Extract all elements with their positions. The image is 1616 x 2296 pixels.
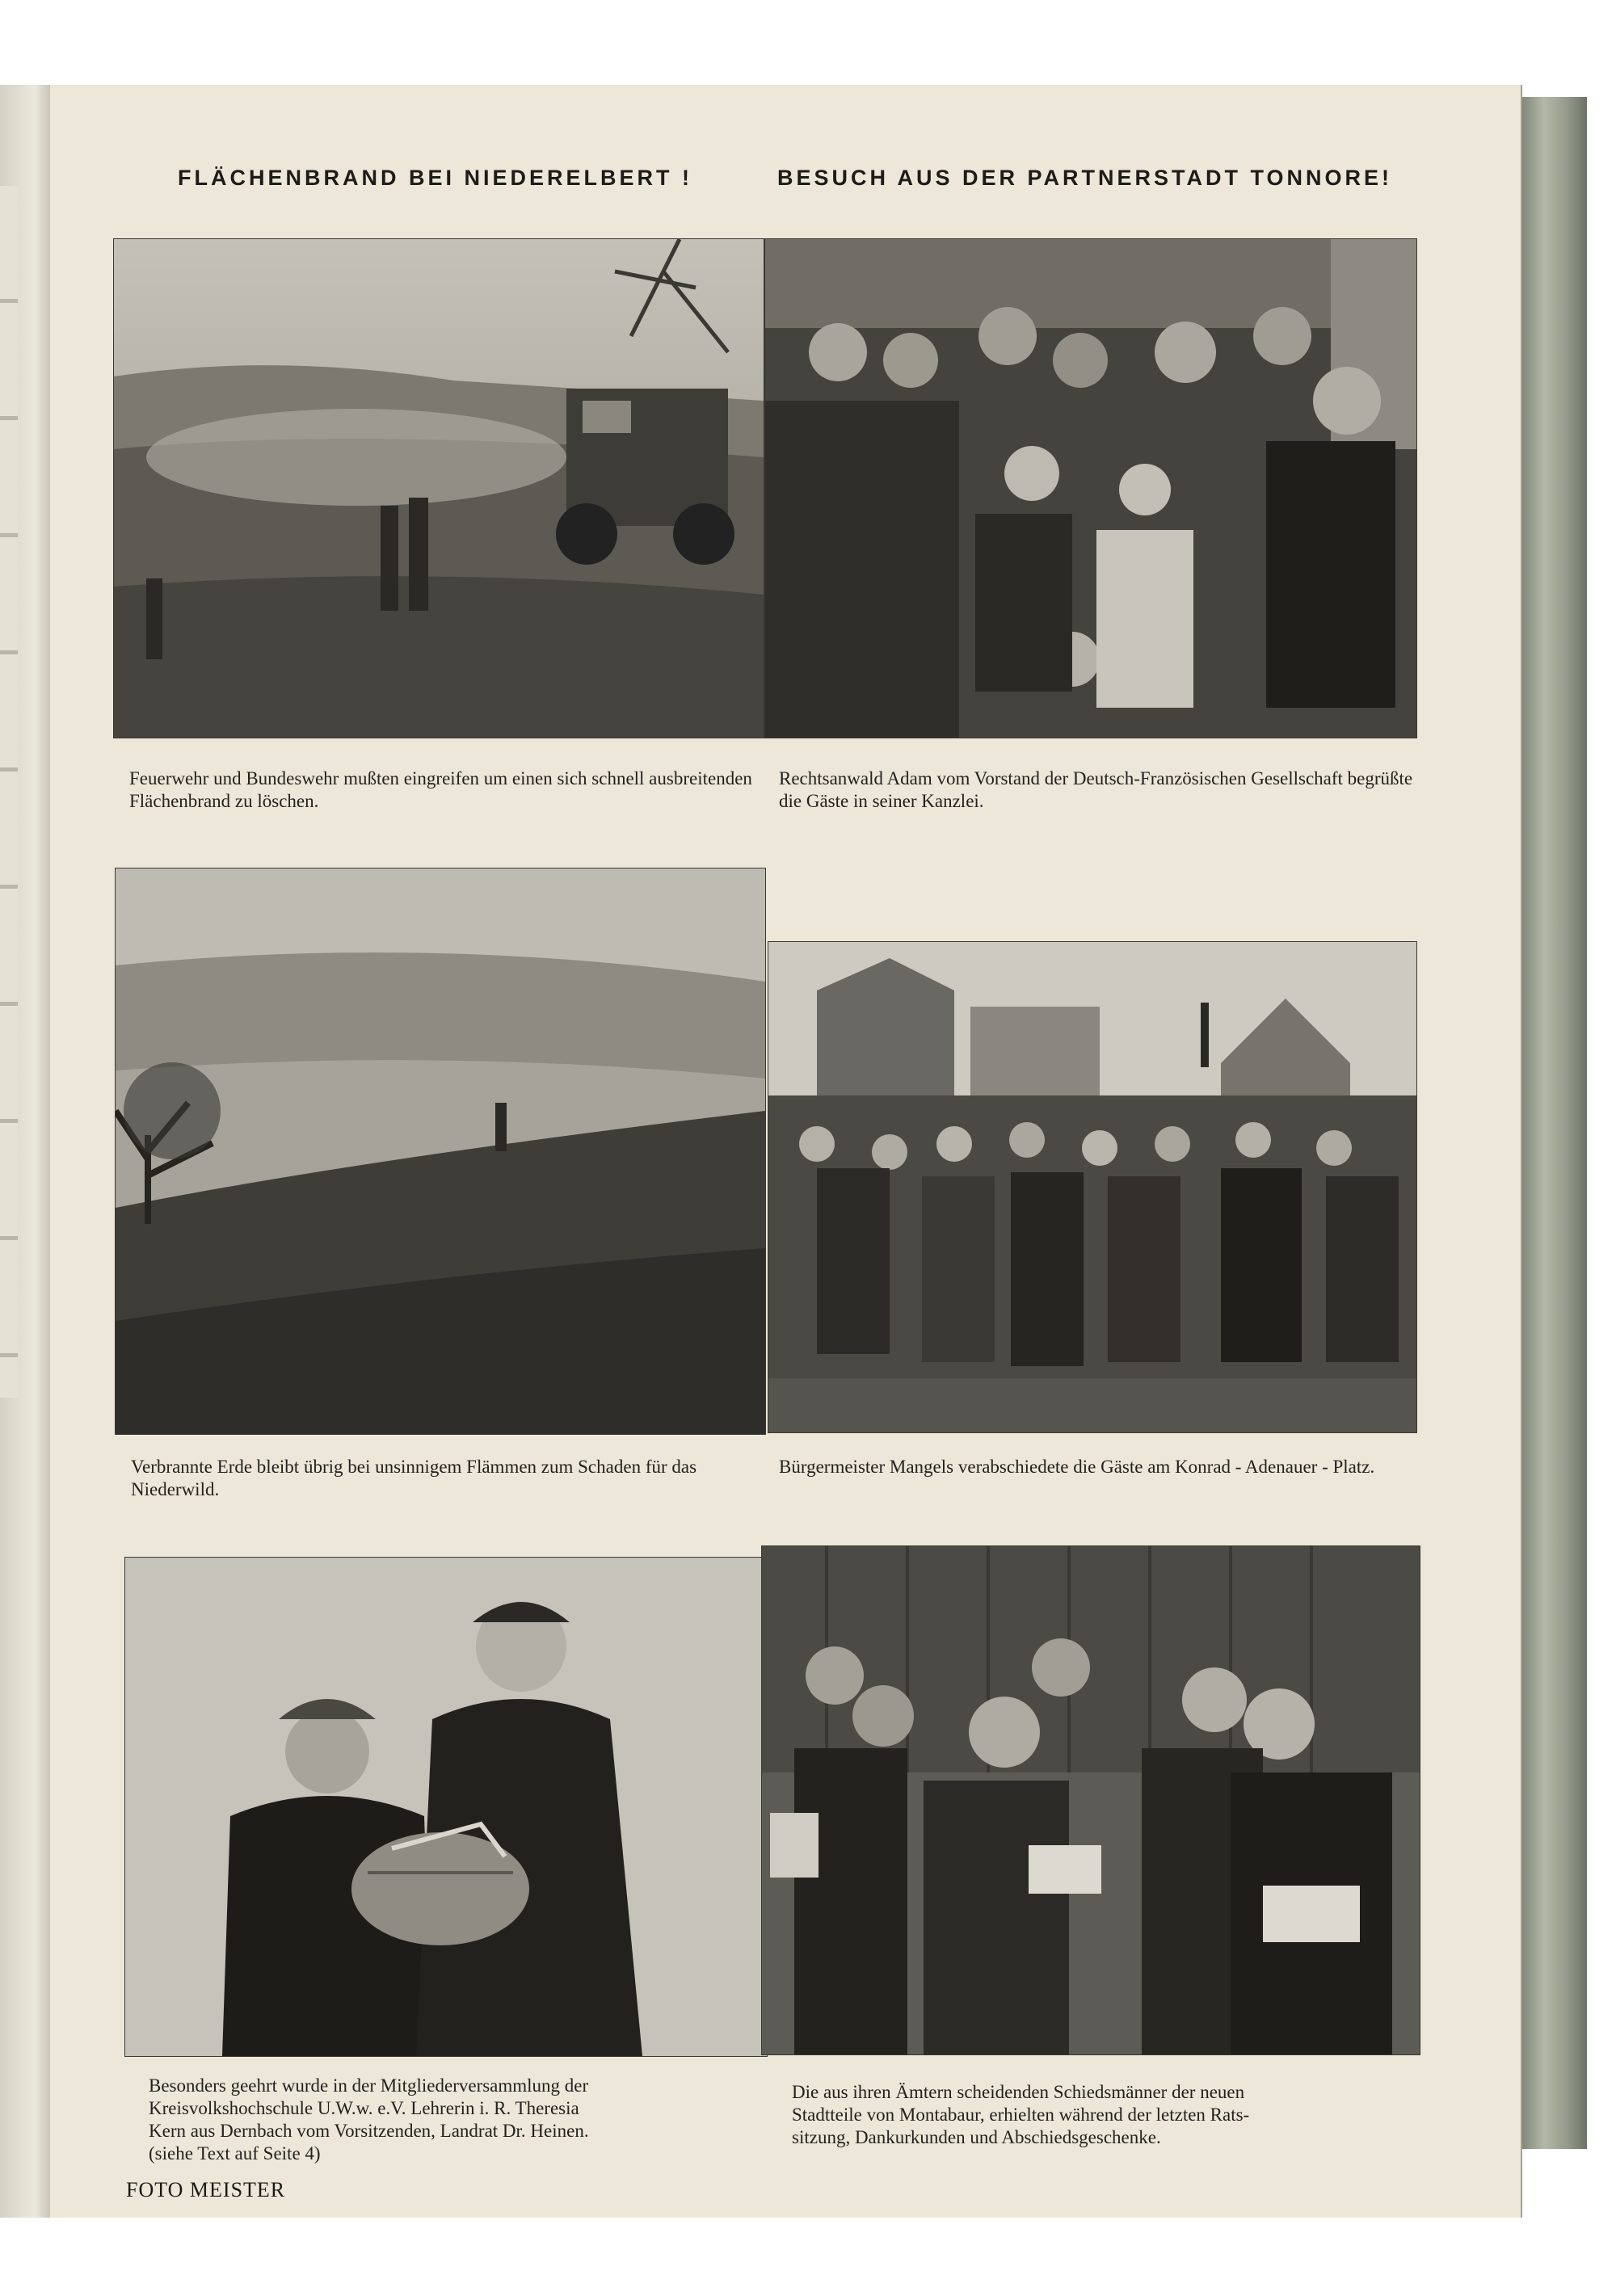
book-edge-tabs [0,186,18,1398]
book-spine [1521,97,1587,2149]
photo-party-guests [764,238,1417,738]
caption-burnt-land: Verbrannte Erde bleibt übrig bei unsinnigem Flämmen zum Schaden für das Niederwild. [131,1457,697,1499]
newspaper-page [50,85,1522,2218]
photo-fire-brigade [113,238,764,738]
photo-group-platz [768,941,1417,1433]
caption-honored-teacher: Besonders geehrt wurde in der Mitgliederversammlung der Kreisvolkshochschule U.W.w. e.V. Lehrerin i. R. Theresia Kern aus Dernbach vom Vorsitzenden, Landrat Dr. Heinen. (siehe Text auf Seite 4) [149,2075,589,2164]
photo-burnt-land [115,868,766,1435]
headline-fire: FLÄCHENBRAND BEI NIEDERELBERT ! [178,166,692,190]
caption-arbitrators: Die aus ihren Ämtern scheidenden Schiedsmänner der neuen Stadtteile von Montabaur, erhielten während der letzten Rats- sitzung, Dankurkunden und Abschiedsgeschenke. [792,2082,1250,2147]
photo-honored-teacher [124,1557,768,2057]
caption-mayor-farewell: Bürgermeister Mangels verabschiedete die Gäste am Konrad - Adenauer - Platz. [779,1457,1375,1477]
headline-partner-city: BESUCH AUS DER PARTNERSTADT TONNORE! [777,166,1393,190]
caption-party-guests: Rechtsanwald Adam vom Vorstand der Deutsch-Französischen Gesellschaft begrüßte die Gäste in seiner Kanzlei. [779,768,1413,811]
photo-arbitrators [761,1545,1420,2055]
photo-credit: FOTO MEISTER [126,2178,286,2201]
caption-fire-brigade: Feuerwehr und Bundeswehr mußten eingreifen um einen sich schnell ausbreitenden Flächenbrand zu löschen. [129,768,752,811]
